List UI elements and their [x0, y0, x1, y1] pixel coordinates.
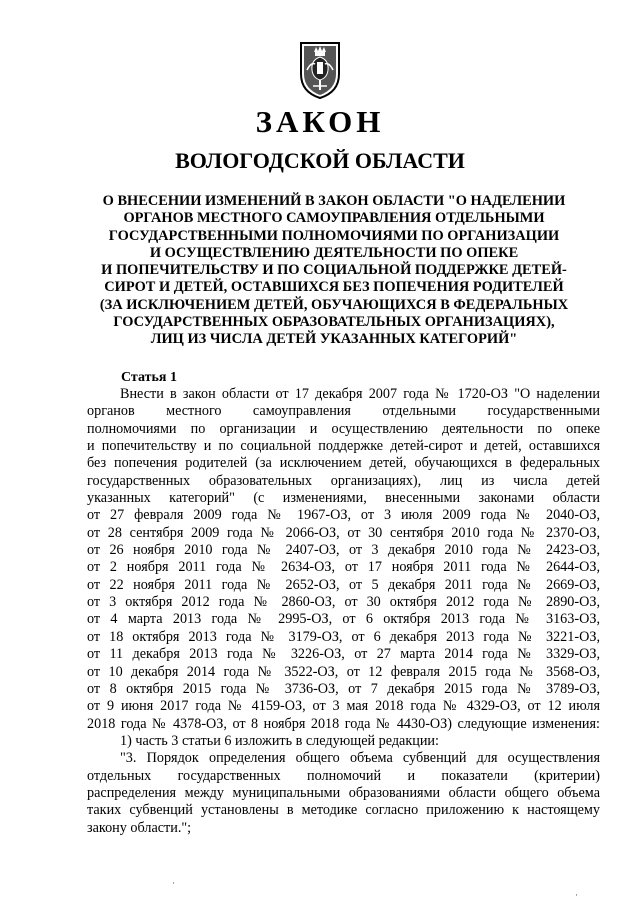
body-line: от 11 декабря 2013 года № 3226-ОЗ, от 27 марта 2014 года № 3329-ОЗ, — [87, 646, 600, 663]
article-heading: Статья 1 — [121, 370, 177, 385]
body-line: Внести в закон области от 17 декабря 2007 года № 1720-ОЗ "О наделении — [120, 386, 600, 402]
body-line: "3. Порядок определения общего объема субвенций для осуществления — [120, 750, 600, 767]
body-line: 1) часть 3 статьи 6 изложить в следующей редакции: — [120, 732, 439, 749]
law-title-line: СИРОТ И ДЕТЕЙ, ОСТАВШИХСЯ БЕЗ ПОПЕЧЕНИЯ РОДИТЕЛЕЙ — [104, 279, 564, 296]
body-line: закону области."; — [87, 819, 192, 836]
body-line: указанных категорий" (с изменениями, внесенными законами области — [87, 490, 600, 507]
law-title-line: ГОСУДАРСТВЕННЫХ ОБРАЗОВАТЕЛЬНЫХ ОРГАНИЗАЦИЯХ), — [113, 314, 555, 331]
scan-speck: · — [172, 878, 175, 888]
law-title-line: О ВНЕСЕНИИ ИЗМЕНЕНИЙ В ЗАКОН ОБЛАСТИ "О НАДЕЛЕНИИ — [102, 193, 566, 209]
body-line: от 9 июня 2017 года № 4159-ОЗ, от 3 мая 2018 года № 4329-ОЗ, от 12 июля — [87, 698, 600, 715]
body-line: государственных образовательных организациях), лиц из числа детей — [87, 472, 600, 489]
law-title — [80, 193, 588, 349]
body-line: от 18 октября 2013 года № 3179-ОЗ, от 6 декабря 2013 года № 3221-ОЗ, — [87, 628, 600, 645]
law-title-line: ОРГАНОВ МЕСТНОГО САМОУПРАВЛЕНИЯ ОТДЕЛЬНЫМИ — [123, 210, 545, 227]
law-title-line: ЛИЦ ИЗ ЧИСЛА ДЕТЕЙ УКАЗАННЫХ КАТЕГОРИЙ" — [150, 331, 518, 348]
article-body — [87, 386, 600, 837]
body-line: органов местного самоуправления отдельными государственными — [87, 403, 600, 420]
body-line: от 27 февраля 2009 года № 1967-ОЗ, от 3 июля 2009 года № 2040-ОЗ, — [87, 507, 600, 524]
body-line: распределения между муниципальными образованиями области общего объема — [87, 784, 600, 801]
body-line: от 22 ноября 2011 года № 2652-ОЗ, от 5 декабря 2011 года № 2669-ОЗ, — [87, 576, 600, 593]
scan-speck: · — [575, 890, 578, 900]
document-subtitle: ВОЛОГОДСКОЙ ОБЛАСТИ — [175, 148, 465, 173]
body-line: от 10 декабря 2014 года № 3522-ОЗ, от 12 февраля 2015 года № 3568-ОЗ, — [87, 663, 600, 680]
body-line: и попечительству и по социальной поддержке детей-сирот и детей, оставшихся — [87, 438, 600, 455]
law-title-line: И ПОПЕЧИТЕЛЬСТВУ И ПО СОЦИАЛЬНОЙ ПОДДЕРЖКЕ ДЕТЕЙ- — [101, 262, 567, 279]
coat-of-arms-icon — [298, 40, 342, 100]
body-line: от 26 ноября 2010 года № 2407-ОЗ, от 3 декабря 2010 года № 2423-ОЗ, — [87, 542, 600, 559]
document-title: ЗАКОН — [255, 104, 385, 139]
law-title-line: И ОСУЩЕСТВЛЕНИЮ ДЕЯТЕЛЬНОСТИ ПО ОПЕКЕ — [149, 244, 519, 261]
body-line: полномочиями по организации и осуществлению деятельности по опеке — [87, 420, 600, 437]
body-line: от 4 марта 2013 года № 2995-ОЗ, от 6 октября 2013 года № 3163-ОЗ, — [87, 611, 600, 628]
body-line: 2018 года № 4378-ОЗ, от 8 ноября 2018 года № 4430-ОЗ) следующие изменения: — [87, 715, 600, 732]
body-line: от 8 октября 2015 года № 3736-ОЗ, от 7 декабря 2015 года № 3789-ОЗ, — [87, 680, 600, 697]
body-line: от 28 сентября 2009 года № 2066-ОЗ, от 30 сентября 2010 года № 2370-ОЗ, — [87, 524, 600, 541]
body-line: от 3 октября 2012 года № 2860-ОЗ, от 30 октября 2012 года № 2890-ОЗ, — [87, 594, 600, 611]
body-line: от 2 ноября 2011 года № 2634-ОЗ, от 17 ноября 2011 года № 2644-ОЗ, — [87, 559, 600, 576]
law-title-line: (ЗА ИСКЛЮЧЕНИЕМ ДЕТЕЙ, ОБУЧАЮЩИХСЯ В ФЕДЕРАЛЬНЫХ — [99, 296, 569, 313]
law-title-line: ГОСУДАРСТВЕННЫМИ ПОЛНОМОЧИЯМИ ПО ОРГАНИЗАЦИИ — [108, 227, 560, 244]
body-line: без попечения родителей (за исключением детей, обучающихся в федеральных — [87, 455, 600, 472]
body-line: таких субвенций установлены в методике согласно приложению к настоящему — [87, 802, 600, 819]
body-line: отдельных государственных полномочий и показатели (критерии) — [87, 767, 600, 784]
